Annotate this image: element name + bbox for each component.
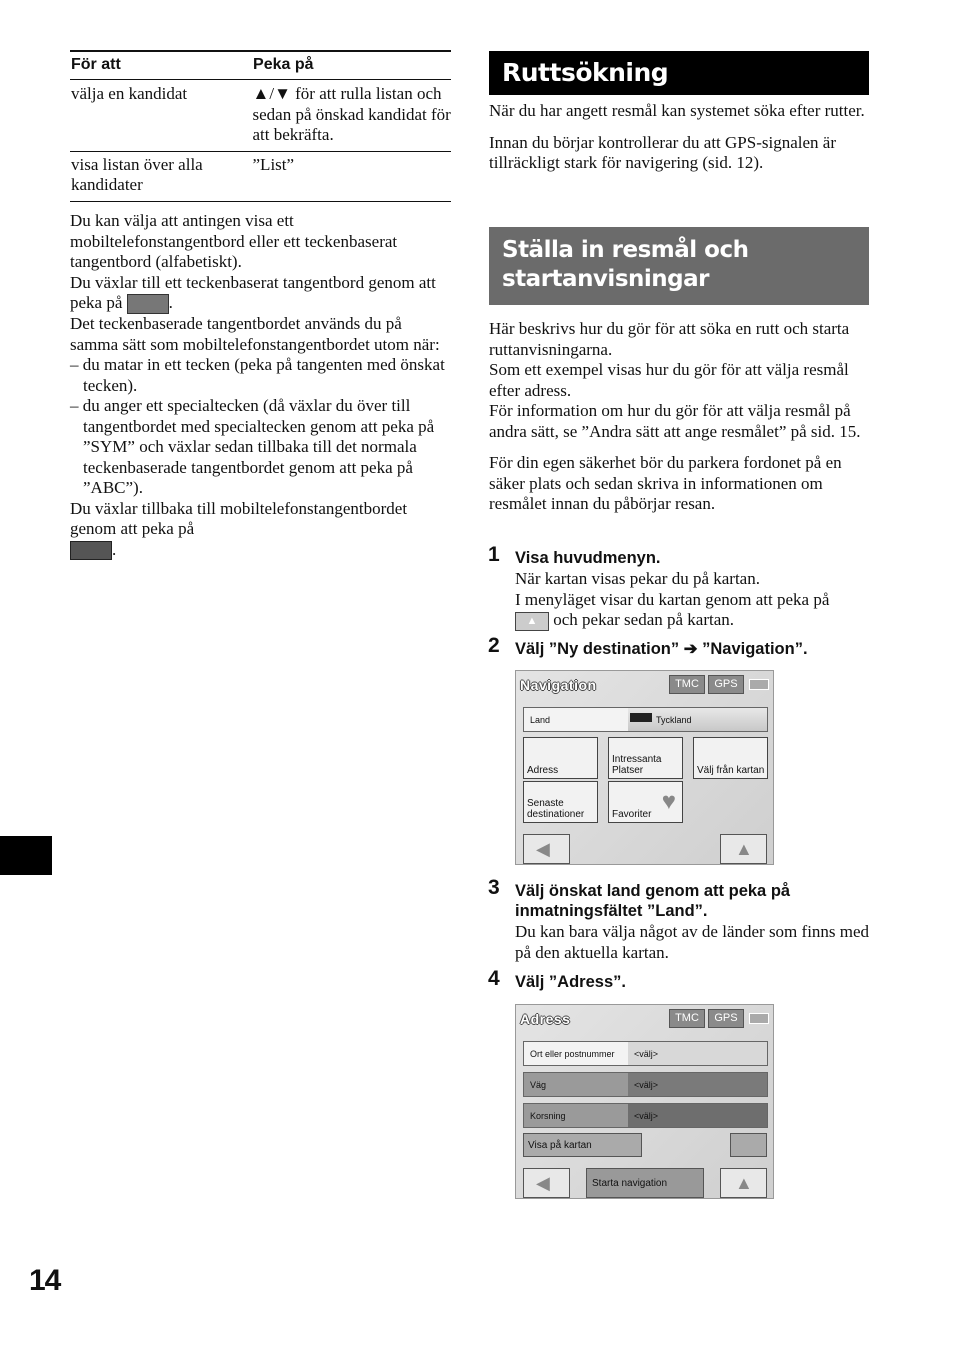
map-button[interactable] xyxy=(720,834,767,864)
battery-icon xyxy=(749,679,769,690)
field-label: Korsning xyxy=(530,1111,566,1121)
back-arrow-icon: ◀ xyxy=(536,1173,550,1193)
left-body-text xyxy=(70,211,452,560)
paragraph: När kartan visas pekar du på kartan. xyxy=(515,569,760,588)
navigation-screenshot xyxy=(515,670,774,865)
field-value: <välj> xyxy=(634,1080,659,1090)
punctuation: . xyxy=(112,539,117,559)
tile-senaste-destinationer[interactable] xyxy=(523,781,598,823)
tmc-badge: TMC xyxy=(669,675,705,694)
paragraph: För information om hur du gör för att välja resmål på andra sätt, se ”Andra sätt att ange resmålet” på sid. 15. xyxy=(489,401,861,441)
ort-field[interactable] xyxy=(523,1041,768,1066)
back-button[interactable] xyxy=(523,1168,570,1198)
back-arrow-icon: ◀ xyxy=(536,839,550,859)
step-body xyxy=(515,569,871,631)
gps-badge: GPS xyxy=(708,1009,744,1028)
field-value: <välj> xyxy=(634,1049,659,1059)
step-title: Välj ”Ny destination” ➔ ”Navigation”. xyxy=(515,640,808,658)
punctuation: . xyxy=(168,293,173,312)
map-arrow-icon: ▲ xyxy=(515,612,549,631)
save-button[interactable] xyxy=(730,1133,767,1157)
back-button[interactable] xyxy=(523,834,570,864)
step-number: 3 xyxy=(488,876,500,899)
tile-label: Senaste destinationer xyxy=(527,798,585,820)
heading-line: Ställa in resmål och xyxy=(502,237,749,263)
paragraph: Som ett exempel visas hur du gör för att välja resmål efter adress. xyxy=(489,360,849,400)
intro-text xyxy=(489,101,871,174)
flag-icon xyxy=(630,713,652,722)
subsection-text xyxy=(489,319,871,515)
subsection-heading xyxy=(489,227,869,305)
table-cell: ”List” xyxy=(252,154,295,174)
paragraph-text: Du växlar till ett teckenbaserat tangentbord genom att peka på xyxy=(70,272,436,312)
keyboard-icon xyxy=(127,294,169,314)
button-label: Visa på kartan xyxy=(528,1140,592,1151)
step-number: 2 xyxy=(488,634,500,657)
table-cell: välja en kandidat xyxy=(71,84,188,103)
paragraph-text: och pekar sedan på kartan. xyxy=(553,610,735,629)
paragraph: För din egen säkerhet bör du parkera fordonet på en säker plats och sedan skriva in informationen om resmålet innan du påbörjar resan. xyxy=(489,453,842,513)
tile-label: Favoriter xyxy=(612,809,652,820)
paragraph-text: I menyläget visar du kartan genom att peka på xyxy=(515,589,830,609)
table-cell: ▲/▼ för att rulla listan och sedan på önskad kandidat för att bekräfta. xyxy=(252,84,451,144)
paragraph-text: Du växlar tillbaka till mobiltelefonstangentbordet genom att peka på xyxy=(70,498,408,539)
button-label: Starta navigation xyxy=(592,1178,668,1189)
step-number: 1 xyxy=(488,543,500,566)
section-heading: Ruttsökning xyxy=(489,51,869,95)
paragraph xyxy=(70,499,452,561)
field-label: Väg xyxy=(530,1080,547,1090)
step-title: Välj ”Adress”. xyxy=(515,973,626,991)
land-field[interactable] xyxy=(523,707,768,732)
map-arrow-icon: ▲ xyxy=(735,1173,753,1193)
keypad-icon xyxy=(70,541,112,560)
paragraph: Innan du börjar kontrollerar du att GPS-signalen är tillräckligt stark för navigering (sid. 12). xyxy=(489,132,836,172)
battery-icon xyxy=(749,1013,769,1024)
field-value: <välj> xyxy=(634,1111,659,1121)
list-item: – du matar in ett tecken (peka på tangenten med önskat tecken). xyxy=(70,355,445,395)
field-label: Land xyxy=(530,715,551,725)
paragraph xyxy=(70,273,452,315)
address-screenshot xyxy=(515,1004,774,1199)
step-title: Visa huvudmenyn. xyxy=(515,549,661,567)
field-value: Tyckland xyxy=(656,715,692,725)
screen-title: Navigation xyxy=(520,677,597,693)
table-row xyxy=(70,80,451,151)
start-navigation-button[interactable] xyxy=(586,1168,704,1198)
paragraph: Här beskrivs hur du gör för att söka en rutt och starta ruttanvisningarna. xyxy=(489,319,850,359)
map-button[interactable] xyxy=(720,1168,767,1198)
heart-icon: ♥ xyxy=(661,788,676,815)
vag-field[interactable] xyxy=(523,1072,768,1097)
tile-intressanta-platser[interactable] xyxy=(608,737,683,779)
table-header-target: Peka på xyxy=(253,56,314,73)
korsning-field[interactable] xyxy=(523,1103,768,1128)
tile-label: Välj från kartan xyxy=(697,765,765,776)
instruction-table xyxy=(70,50,451,202)
tile-favoriter[interactable] xyxy=(608,781,683,823)
paragraph: När du har angett resmål kan systemet söka efter rutter. xyxy=(489,101,865,120)
list-item: – du anger ett specialtecken (då växlar du över till tangentbordet med specialtecken genom att peka på ”SYM” och växlar sedan tillbaka till det normala teckenbaserade tangentbordet genom att peka på ”ABC”). xyxy=(70,396,435,498)
gps-badge: GPS xyxy=(708,675,744,694)
step-body: Du kan bara välja något av de länder som finns med på den aktuella kartan. xyxy=(515,922,870,962)
table-row xyxy=(70,152,451,201)
tile-label: Adress xyxy=(527,765,559,776)
tile-label: Intressanta Platser xyxy=(612,754,662,776)
paragraph: Det teckenbaserade tangentbordet används du på samma sätt som mobiltelefonstangentbordet utom när: xyxy=(70,314,440,354)
tmc-badge: TMC xyxy=(669,1009,705,1028)
paragraph: Du kan välja att antingen visa ett mobiltelefonstangentbord eller ett teckenbaserat tangentbord (alfabetiskt). xyxy=(70,211,398,271)
section-tab-marker xyxy=(0,836,52,875)
field-label: Ort eller postnummer xyxy=(530,1049,615,1059)
paragraph xyxy=(515,590,871,631)
step-number: 4 xyxy=(488,967,500,990)
tile-adress[interactable] xyxy=(523,737,598,779)
tile-valj-fran-kartan[interactable] xyxy=(693,737,768,779)
page-number: 14 xyxy=(29,1264,61,1297)
step-title: Välj önskat land genom att peka på inmatningsfältet ”Land”. xyxy=(515,882,791,920)
screen-title: Adress xyxy=(520,1011,571,1027)
map-arrow-icon: ▲ xyxy=(735,839,753,859)
heading-line: startanvisningar xyxy=(502,266,709,292)
show-on-map-button[interactable] xyxy=(523,1133,642,1157)
table-cell: visa listan över alla kandidater xyxy=(71,154,203,194)
table-header-action: För att xyxy=(71,56,121,73)
